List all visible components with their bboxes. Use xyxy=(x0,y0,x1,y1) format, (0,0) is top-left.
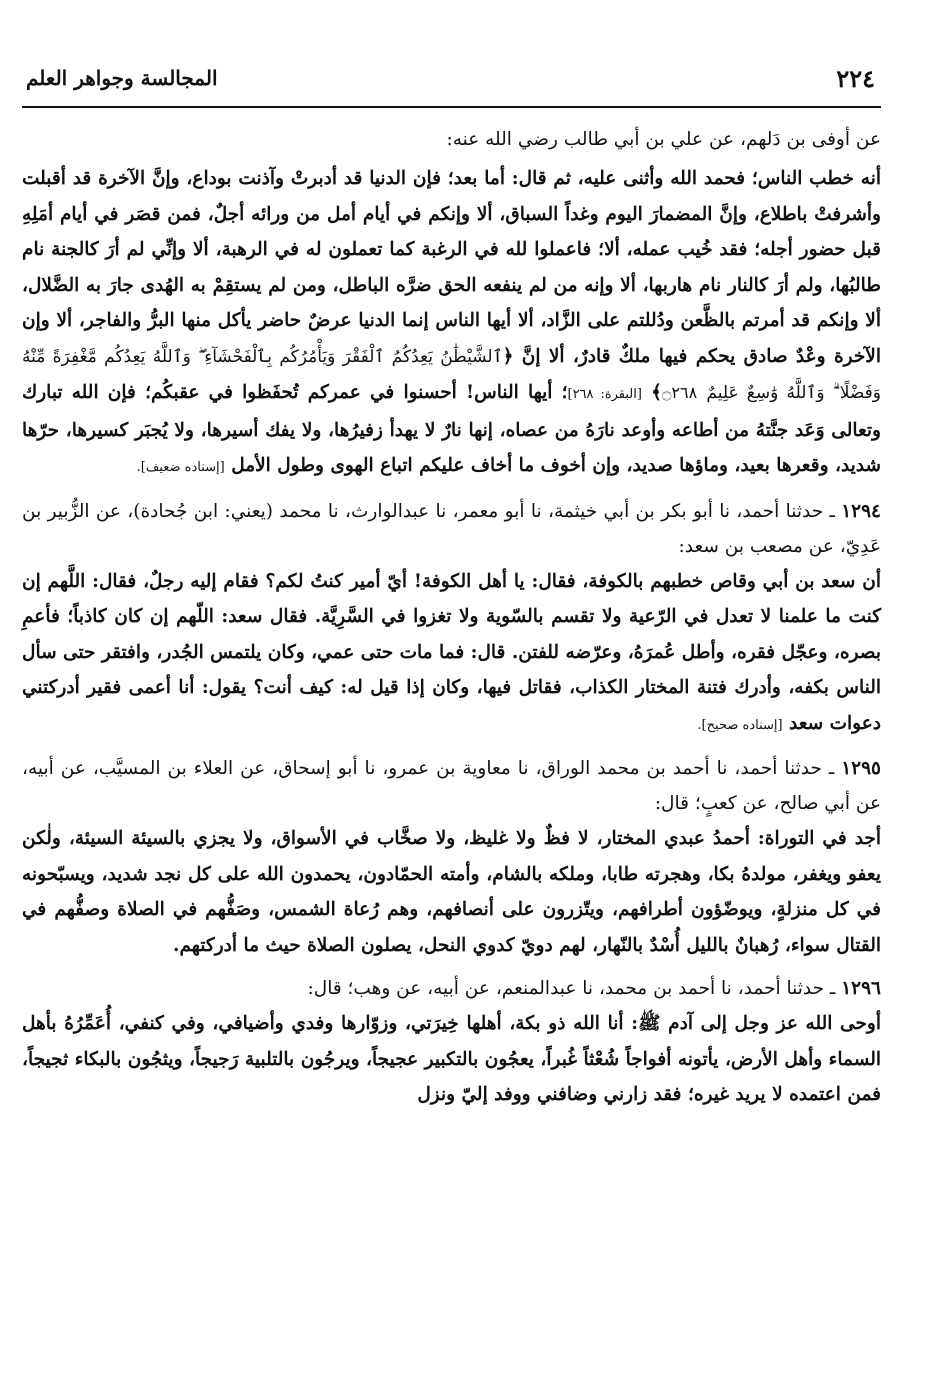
page-header xyxy=(22,62,881,108)
page-number: ٢٢٤ xyxy=(836,64,875,93)
entry-1295 xyxy=(22,751,881,963)
khutba-text xyxy=(22,161,881,486)
entry-matn xyxy=(22,821,881,963)
entry-1294 xyxy=(22,494,881,744)
entry-grade: [إسناده صحيح]. xyxy=(697,717,783,733)
khutba-grade: [إسناده ضعيف]. xyxy=(136,460,225,475)
running-title: المجالسة وجواهر العلم xyxy=(26,66,218,90)
quran-open-bracket: ﴿ xyxy=(502,345,514,367)
quran-reference: [البقرة: ٢٦٨] xyxy=(567,387,642,402)
entry-matn-text: أجد في التوراة: أحمدُ عبدي المختار، لا فظٌ ولا غليظ، ولا صخَّاب في الأسواق، ولا يجزي بالسيئة السيئة، ولٰكن يعفو ويغفر، مولدهُ بكا، وهجرته طابا، وملكه بالشام، وأمته الحمّادون، يحمدون الله على كل نجد شديد، ويسبّحونه في كل منزلةٍ، ويوضّؤون أطرافهم، ويتّزرون على أنصافهم، وهم رُعاة الشمس، وصَفُّهم في الصلاة وصفُّهم في القتال سواء، رُهبانٌ بالليل أُسْدٌ بالنّهار، لهم دويّ كدوي النحل، يصلون الصلاة حيث ما أدركتهم. xyxy=(22,828,881,956)
entry-matn-text: أن سعد بن أبي وقاص خطبهم بالكوفة، فقال: يا أهل الكوفة! أيّ أمير كنتُ لكم؟ فقام إليه رجلٌ، فقال: اللَّهم إن كنت ما علمنا لا تعدل في الرّعية ولا تقسم بالسّوية ولا تغزوا في السَّرِيَّة. فقال سعد: اللّهم إن كان كاذباً؛ فأعمِ بصره، وعجّل فقره، وأطل عُمرَهُ، وعرّضه للفتن. قال: فما مات حتى عمي، وكان يلتمس الجُدر، وافتقر حتى سأل الناس بكفه، وأدرك فتنة المختار الكذاب، فقاتل فيها، وكان إذا قيل له: كيف أنت؟ يقول: أنا أعمى فقير أدركتني دعوات سعد xyxy=(22,570,881,734)
intro-isnad: عن أوفى بن دَلهم، عن علي بن أبي طالب رضي الله عنه: xyxy=(446,129,881,150)
khutba-text-part-1: أنه خطب الناس؛ فحمد الله وأثنى عليه، ثم قال: أما بعد؛ فإن الدنيا قد أدبرتْ وآذنت بوداع، وإنَّ الآخرة قد أقبلت وأشرفتْ باطلاع، وإنَّ المضمارَ اليوم وغداً السباق، ألا وإنكم في أيام أمل من ورائه أجلٌ، فمن قصَر في أيام أمَلِهِ قبل حضور أجله؛ فقد خُيب عمله، ألا؛ فاعملوا لله في الرغبة كما تعملون له في الرهبة، ألا وإنِّي لم أرَ كالجنة نام طالبُها، ولم أرَ كالنار نام هاربها، ألا وإنه من لم ينفعه الحق ضرَّه الباطل، ومن لم يستقِمْ به الهُدى جارَ به الضَّلال، ألا وإنكم قد أمرتم بالظَّعن ودُللتم على الزَّاد، ألا أيها الناس إنما الدنيا عرضٌ حاضر يأكل منها البرُّ والفاجر، ألا وإن الآخرة وعْدٌ صادق يحكم فيها ملكٌ قادرٌ، ألا إنَّ xyxy=(22,168,881,367)
entry-isnad-text: ـ حدثنا أحمد، نا أبو بكر بن أبي خيثمة، نا أبو معمر، نا عبدالوارث، نا محمد (يعني: ابن جُحادة)، عن الزُّبير بن عَدِيّ، عن مصعب بن سعد: xyxy=(22,500,881,557)
entry-number: ١٢٩٤ xyxy=(841,500,881,522)
entry-isnad xyxy=(22,971,881,1006)
entry-number: ١٢٩٦ xyxy=(841,978,881,999)
entry-number: ١٢٩٥ xyxy=(841,758,881,779)
quran-verse: ٱلشَّيْطَٰنُ يَعِدُكُمُ ٱلْفَقْرَ وَيَأْمُرُكُم بِٱلْفَحْشَآءِ ۖ وَٱللَّهُ يَعِدُكُم مَّغْفِرَةً مِّنْهُ وَفَضْلًا ۗ وَٱللَّهُ وَٰسِعٌ عَلِيمٌ xyxy=(22,346,881,403)
khutba-text-part-2: ؛ أيها الناس! أحسنوا في عمركم تُحفَظوا في عقبكُم؛ فإن الله تبارك وتعالى وَعَد جنَّتهُ من أطاعه وأوعد نارَهُ من عصاه، إنها نارٌ لا يهدأ زفيرُها، ولا يفك أسيرها، ولا يُجبَر كسيرها، حرّها شديد، وقعرها بعيد، وماؤها صديد، وإن أخوف ما أخاف عليكم اتباع الهوى وطول الأمل xyxy=(22,382,881,476)
entry-matn xyxy=(22,564,881,744)
entry-isnad xyxy=(22,751,881,821)
page-body xyxy=(22,122,881,1113)
entry-isnad-text: ـ حدثنا أحمد، نا أحمد بن محمد الوراق، نا معاوية بن عمرو، نا أبو إسحاق، عن العلاء بن المسيَّب، عن أبيه، عن أبي صالح، عن كعبٍ؛ قال: xyxy=(22,758,881,814)
entry-1296 xyxy=(22,971,881,1113)
entry-matn xyxy=(22,1006,881,1113)
entry-isnad xyxy=(22,494,881,564)
entry-isnad-text: ـ حدثنا أحمد، نا أحمد بن محمد، نا عبدالمنعم، عن أبيه، عن وهب؛ قال: xyxy=(307,978,836,999)
entry-matn-text: أوحى الله عز وجل إلى آدم ﷺ: أنا الله ذو بكة، أهلها خِيرَتي، وزوّارها وفدي وأضيافي، وفي كنفي، أُعَمِّرُهُ بأهل السماء وأهل الأرض، يأتونه أفواجاً شُعْثاً غُبراً، يعجُون بالتكبير عجيجاً، ويرجُون بالتلبية رَجيجاً، ويثجُون بالبكاء ثجيجاً، فمن اعتمده لا يريد غيره؛ فقد زارني وضافني ووفد إليّ ونزل xyxy=(22,1013,881,1105)
verse-number-mark: ۝٢٦٨ xyxy=(662,383,698,402)
quran-close-bracket: ﴾ xyxy=(651,382,663,403)
